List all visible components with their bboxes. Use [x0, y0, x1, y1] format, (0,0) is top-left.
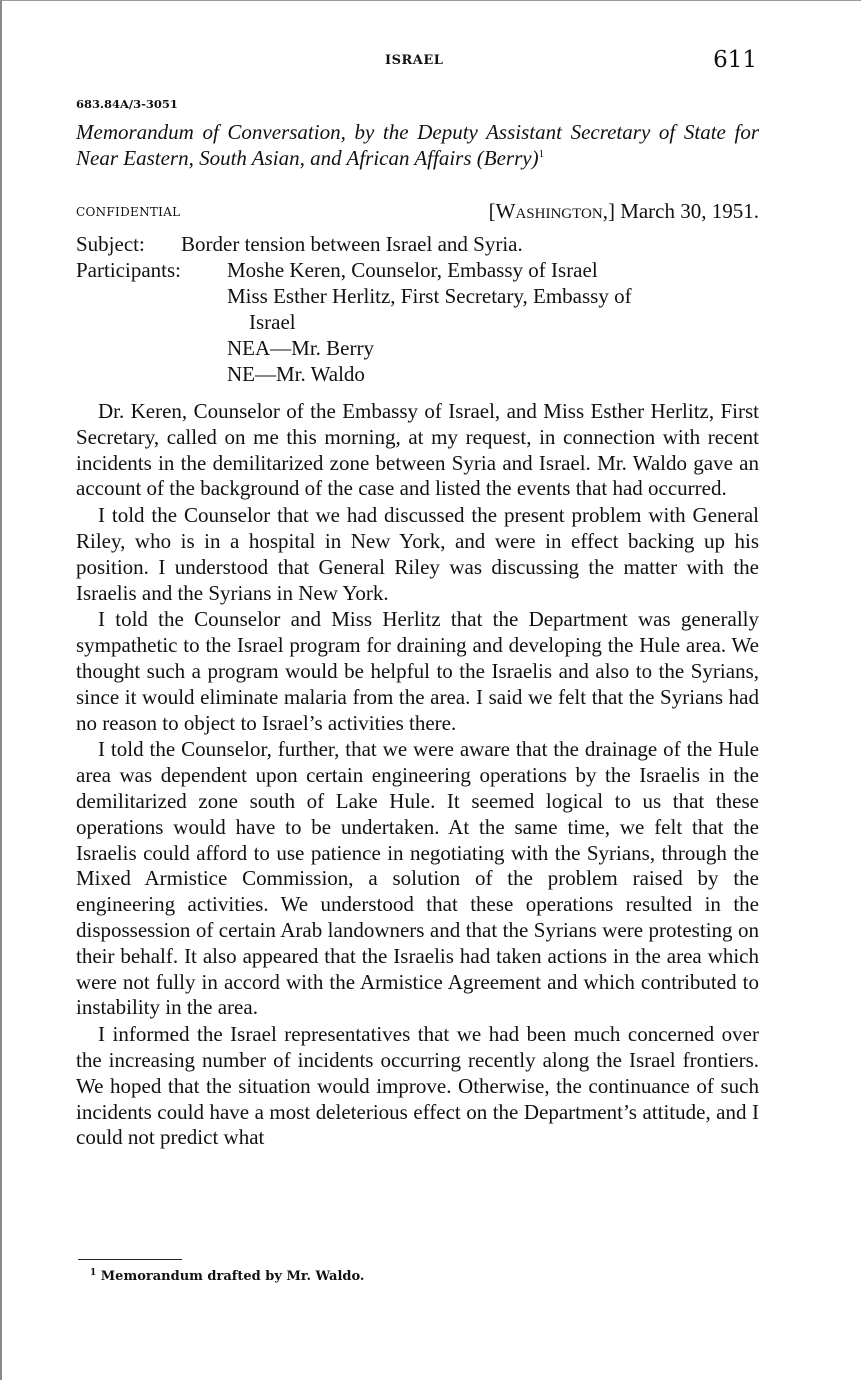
body-paragraph: Dr. Keren, Counselor of the Embassy of Israel, and Miss Esther Herlitz, First Secretary, called on me this morning, at my request, in connection with recent incidents in the demilitarized zone between Syria and Israel. Mr. Waldo gave an account of the background of the case and listed the events that had occurred. — [76, 399, 759, 501]
participants-row — [76, 257, 759, 387]
participants-list — [227, 257, 759, 387]
place: [Washington,] — [488, 199, 615, 223]
participant — [227, 283, 759, 335]
dateline — [76, 199, 759, 225]
footnote-divider — [78, 1259, 182, 1260]
participant-line: Moshe Keren, Counselor, Embassy of Israel — [227, 258, 598, 282]
page-number: 611 — [713, 47, 757, 73]
subject-row — [76, 231, 759, 257]
running-title: ISRAEL — [385, 53, 444, 68]
body-paragraph: I told the Counselor, further, that we were aware that the drainage of the Hule area was dependent upon certain engineering operations by the Israelis in the demilitarized zone south of Lake Hule. It seemed logical to us that these operations would have to be undertaken. At the same time, we felt that the Israelis could afford to use patience in negotiating with the Syrians, through the Mixed Armistice Commission, a solution of the problem raised by the engineering activities. We understood that these operations resulted in the dispossession of certain Arab landowners and that the Syrians were protesting on their behalf. It also appeared that the Israelis had taken actions in the area which were not fully in accord with the Armistice Agreement and which contributed to instability in the area. — [76, 737, 759, 1020]
body-paragraph: I told the Counselor and Miss Herlitz that the Department was generally sympathetic to the Israel program for draining and developing the Hule area. We thought such a program would be helpful to the Israelis and also to the Syrians, since it would eliminate malaria from the area. I said we felt that the Syrians had no reason to object to Israel’s activities there. — [76, 607, 759, 735]
participants-label: Participants: — [76, 258, 181, 282]
title-footnote-ref: 1 — [538, 148, 545, 160]
subject-label: Subject: — [76, 232, 145, 256]
participant — [227, 257, 759, 283]
file-number: 683.84A/3-3051 — [76, 97, 178, 111]
running-head — [2, 47, 861, 77]
participant — [227, 361, 759, 387]
participant — [227, 335, 759, 361]
classification-label: CONFIDENTIAL — [76, 205, 181, 219]
memo-body — [76, 399, 759, 1151]
body-paragraph: I informed the Israel representatives that we had been much concerned over the increasing number of incidents occurring recently along the Israel frontiers. We hoped that the situation would improve. Otherwise, the continuance of such incidents could have a most deleterious effect on the Department’s attitude, and I could not predict what — [76, 1022, 759, 1150]
footnote-text: Memorandum drafted by Mr. Waldo. — [100, 1269, 365, 1284]
meta-block — [76, 231, 759, 387]
body-paragraph: I told the Counselor that we had discussed the present problem with General Riley, who is in a hospital in New York, and were in effect backing up his position. I understood that General Riley was discussing the matter with the Israelis and the Syrians in New York. — [76, 503, 759, 605]
memo-title — [76, 119, 759, 171]
footnote-mark: 1 — [90, 1268, 97, 1278]
participant-continuation: Israel — [249, 310, 296, 334]
memo-title-text: Memorandum of Conversation, by the Deputy Assistant Secretary of State for Near Eastern, South Asian, and African Affairs (Berry) — [76, 120, 759, 170]
footnote — [90, 1269, 364, 1284]
date: March 30, 1951. — [620, 199, 759, 223]
subject-value: Border tension between Israel and Syria. — [181, 232, 523, 256]
date-line — [489, 199, 759, 224]
participant-line: Miss Esther Herlitz, First Secretary, Embassy of — [227, 284, 632, 308]
participant-line: NE—Mr. Waldo — [227, 362, 365, 386]
participant-line: NEA—Mr. Berry — [227, 336, 374, 360]
